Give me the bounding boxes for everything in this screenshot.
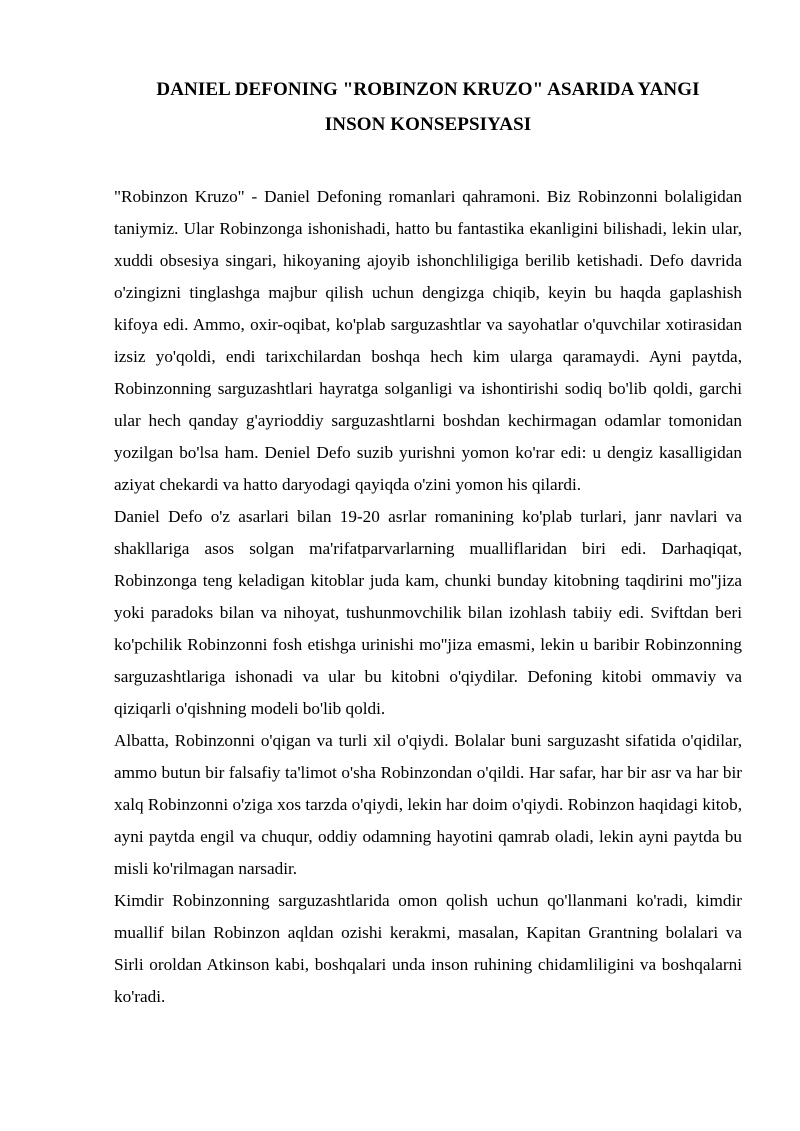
paragraph-1: "Robinzon Kruzo" - Daniel Defoning romanlari qahramoni. Biz Robinzonni bolaligidan taniymiz. Ular Robinzonga ishonishadi, hatto bu fantastika ekanligini bilishadi, lekin ular, xuddi obsesiya singari, hikoyaning ajoyib ishonchliligiga berilib ketishadi. Defo davrida o'zingizni tinglashga majbur qilish uchun dengizga chiqib, keyin bu haqda gaplashish kifoya edi. Ammo, oxir-oqibat, ko'plab sarguzashtlar va sayohatlar o'quvchilar xotirasidan izsiz yo'qoldi, endi tarixchilardan boshqa hech kim ularga qaramaydi. Ayni paytda, Robinzonning sarguzashtlari hayratga solganligi va ishontirishi sodiq bo'lib qoldi, garchi ular hech qanday g'ayrioddiy sarguzashtlarni boshdan kechirmagan odamlar tomonidan yozilgan bo'lsa ham. Deniel Defo suzib yurishni yomon ko'rar edi: u dengiz kasalligidan aziyat chekardi va hatto daryodagi qayiqda o'zini yomon his qilardi.	[114, 187, 742, 494]
paragraph-3: Albatta, Robinzonni o'qigan va turli xil o'qiydi. Bolalar buni sarguzasht sifatida o'qidilar, ammo butun bir falsafiy ta'limot o'sha Robinzondan o'qildi. Har safar, har bir asr va har bir xalq Robinzonni o'ziga xos tarzda o'qiydi, lekin har doim o'qiydi. Robinzon haqidagi kitob, ayni paytda engil va chuqur, oddiy odamning hayotini qamrab oladi, lekin ayni paytda bu misli ko'rilmagan narsadir.	[114, 731, 742, 878]
paragraph-2: Daniel Defo o'z asarlari bilan 19-20 asrlar romanining ko'plab turlari, janr navlari va shakllariga asos solgan ma'rifatparvarlarning mualliflaridan biri edi. Darhaqiqat, Robinzonga teng keladigan kitoblar juda kam, chunki bunday kitobning taqdirini mo''jiza yoki paradoks bilan va nihoyat, tushunmovchilik bilan izohlash tabiiy edi. Sviftdan beri ko'pchilik Robinzonni fosh etishga urinishi mo''jiza emasmi, lekin u baribir Robinzonning sarguzashtlariga ishonadi va ular bu kitobni o'qiydilar. Defoning kitobi ommaviy va qiziqarli o'qishning modeli bo'lib qoldi.	[114, 507, 742, 718]
document-title	[114, 72, 742, 142]
document-page	[114, 72, 742, 1013]
title-line-1: DANIEL DEFONING "ROBINZON KRUZO" ASARIDA YANGI	[156, 79, 700, 100]
title-line-2: INSON KONSEPSIYASI	[324, 114, 532, 135]
paragraph-4: Kimdir Robinzonning sarguzashtlarida omon qolish uchun qo'llanmani ko'radi, kimdir muallif bilan Robinzon aqldan ozishi kerakmi, masalan, Kapitan Grantning bolalari va Sirli oroldan Atkinson kabi, boshqalari unda inson ruhining chidamliligini va boshqalarni ko'radi.	[114, 891, 742, 1006]
